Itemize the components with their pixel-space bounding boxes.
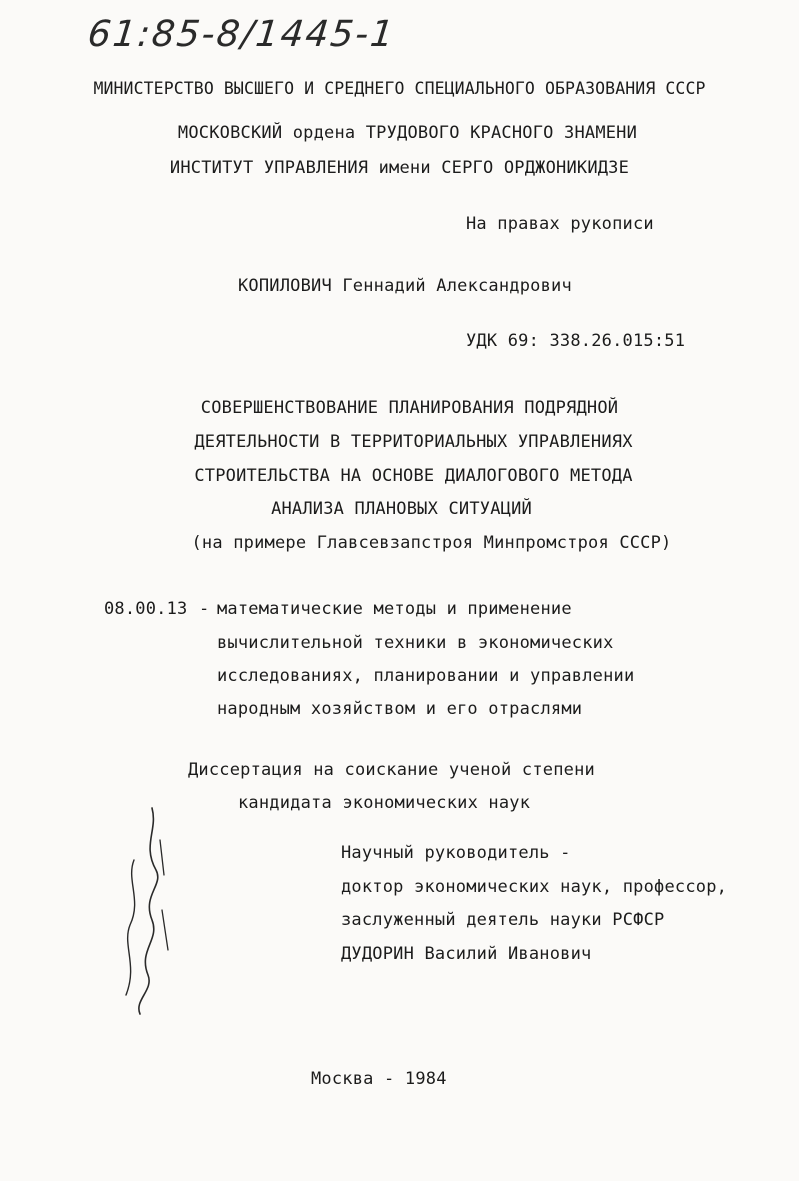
title-line-2: ДЕЯТЕЛЬНОСТИ В ТЕРРИТОРИАЛЬНЫХ УПРАВЛЕНИЯХ xyxy=(194,432,633,452)
udc-code: УДК 69: 338.26.015:51 xyxy=(466,331,686,351)
supervisor-line-4: ДУДОРИН Василий Иванович xyxy=(341,944,592,964)
specialty-line-2: вычислительной техники в экономических xyxy=(217,633,614,653)
specialty-line-1: математические методы и применение xyxy=(217,599,572,619)
title-line-5: (на примере Главсевзапстроя Минпромстроя СССР) xyxy=(191,533,672,553)
dissertation-line-1: Диссертация на соискание ученой степени xyxy=(188,760,595,780)
ministry-heading: МИНИСТЕРСТВО ВЫСШЕГО И СРЕДНЕГО СПЕЦИАЛЬНОГО ОБРАЗОВАНИЯ СССР xyxy=(93,79,706,98)
archive-code-handwritten: 61:85-8/1445-1 xyxy=(85,14,398,55)
supervisor-line-3: заслуженный деятель науки РСФСР xyxy=(341,910,665,930)
author-name: КОПИЛОВИЧ Геннадий Александрович xyxy=(238,276,572,296)
specialty-line-3: исследованиях, планировании и управлении xyxy=(217,666,635,686)
specialty-dash: - xyxy=(199,599,210,619)
title-line-4: АНАЛИЗА ПЛАНОВЫХ СИТУАЦИЙ xyxy=(271,499,532,519)
manuscript-rights: На правах рукописи xyxy=(466,214,654,234)
institute-line-2: ИНСТИТУТ УПРАВЛЕНИЯ имени СЕРГО ОРДЖОНИКИДЗЕ xyxy=(169,158,630,178)
title-line-1: СОВЕРШЕНСТВОВАНИЕ ПЛАНИРОВАНИЯ ПОДРЯДНОЙ xyxy=(200,398,619,418)
title-line-3: СТРОИТЕЛЬСТВА НА ОСНОВЕ ДИАЛОГОВОГО МЕТОДА xyxy=(194,466,633,486)
specialty-code: 08.00.13 xyxy=(104,599,188,619)
specialty-line-4: народным хозяйством и его отраслями xyxy=(217,699,583,719)
supervisor-line-2: доктор экономических наук, профессор, xyxy=(341,877,728,897)
institute-line-1: МОСКОВСКИЙ ордена ТРУДОВОГО КРАСНОГО ЗНАМЕНИ xyxy=(177,123,638,143)
supervisor-line-1: Научный руководитель - xyxy=(341,843,571,863)
dissertation-line-2: кандидата экономических наук xyxy=(238,793,531,813)
place-and-year: Москва - 1984 xyxy=(311,1069,447,1089)
signature-scribble xyxy=(112,800,182,1020)
